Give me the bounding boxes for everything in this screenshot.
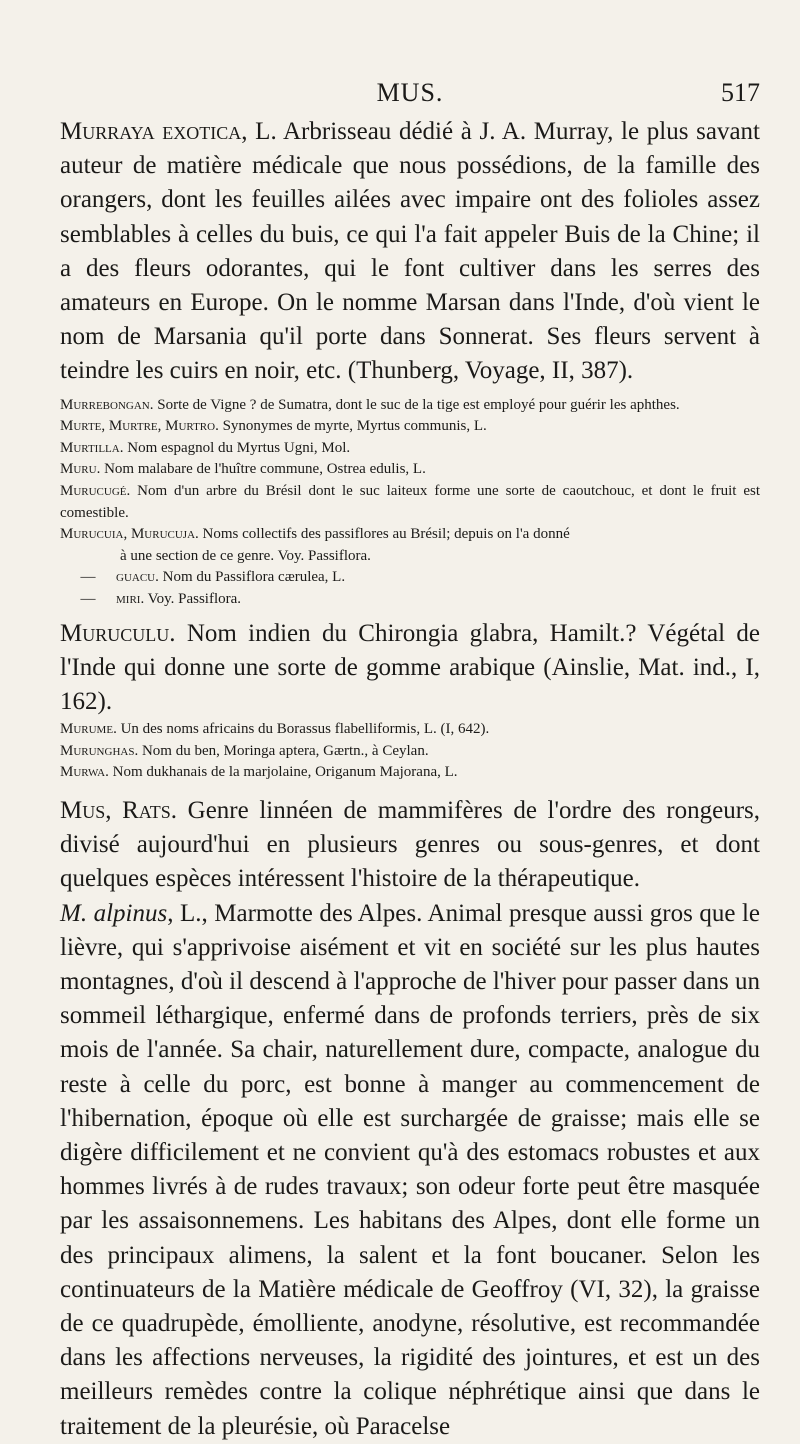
headword: Mus, Rats [60,796,171,824]
entry-text: . Nom du Passiflora cærulea, L. [155,569,346,586]
entry-murrebongan [60,395,760,417]
entry-mus-alpinus [60,897,760,1444]
headword: Murucugé [60,483,127,499]
headword: Murraya exotica [60,118,242,145]
headword: Murume [60,721,114,738]
entry-murte [60,416,760,438]
entry-text: à une section de ce genre. Voy. Passiflora. [120,547,371,564]
entry-murucuia [60,524,760,546]
entry-text: . Nom espagnol du Myrtus Ugni, Mol. [119,439,351,456]
entry-text: , L. Arbrisseau dédié à J. A. Murray, le plus savant auteur de matière médicale que nous possédions, de la famille des orangers, dont les feuilles ailées avec impaire ont des folioles assez semblables à celles du buis, ce qui l'a fait appeler Buis de la Chine; il a des fleurs odorantes, qui le font cultiver dans les serres des amateurs en Europe. On le nomme Marsan dans l'Inde, d'où vient le nom de Marsania qu'il porte dans Sonnerat. Ses fleurs servent à teindre les cuirs en noir, etc. (Thunberg, Voyage, II, 387). [60,118,760,385]
headword: Muru [60,461,97,478]
entry-text: . Nom malabare de l'huître commune, Ostrea edulis, L. [96,461,426,478]
entry-text: . Sorte de Vigne ? de Sumatra, dont le suc de la tige est employé pour guérir les aphthes. [149,396,680,413]
entry-text: . Noms collectifs des passiflores au Brésil; depuis on l'a donné [195,526,570,543]
entry-muru [60,459,760,481]
headword: Murtilla [60,439,120,456]
entry-text: . Synonymes de myrte, Myrtus communis, L. [215,418,487,435]
entry-text: . Voy. Passiflora. [140,590,242,607]
headword: miri [116,590,141,607]
page-header [60,78,760,118]
entry-text: , L., Marmotte des Alpes. Animal presque aussi gros que le lièvre, qui s'apprivoise aisément et vit en société sur les plus hautes montagnes, d'où il descend à l'approche de l'hiver pour passer dans un sommeil léthargique, enfermé dans de profonds terriers, près de six mois de l'année. Sa chair, naturellement dure, compacte, analogue du reste à celle du porc, est bonne à manger au commencement de l'hibernation, époque où elle est surchargée de graisse; mais elle se digère difficilement et ne convient qu'à des estomacs robustes et aux hommes livrés à de rudes travaux; son odeur forte peut être masquée par les assaisonnemens. Les habitans des Alpes, dont elle forme un des principaux alimens, la salent et la font boucaner. Selon les continuateurs de la Matière médicale de Geoffroy (VI, 32), la graisse de ce quadrupède, émolliente, anodyne, résolutive, est recommandée dans les affections nerveuses, la rigidité des jointures, et est un des meilleurs remèdes contre la colique néphrétique ainsi que dans le traitement de la pleurésie, où Paracelse [60,899,760,1440]
ditto-dash: — [80,590,96,607]
entry-muruculu [60,617,760,720]
headword: Muruculu [60,619,170,647]
entry-text: . Nom du ben, Moringa aptera, Gærtn., à Ceylan. [134,742,429,759]
entry-mus [60,794,760,897]
headword: guacu [116,569,156,586]
headword: M. alpinus [60,899,168,927]
entry-miri [60,589,760,611]
entry-murwa [60,762,760,784]
page-body [60,115,760,1444]
headword: Murrebongan [60,396,150,413]
headword: Murte, Murtre, Murtro [60,418,216,435]
headword: Murunghas [60,742,135,759]
entry-text: . Genre linnéen de mammifères de l'ordre des rongeurs, divisé aujourd'hui en plusieurs genres ou sous-genres, et dont quelques espèces intéressent l'histoire de la thérapeutique. [60,796,760,893]
entry-murunghas [60,741,760,763]
entry-murraya [60,115,760,389]
entry-guacu [60,567,760,589]
entry-murtilla [60,438,760,460]
headword: Murucuia, Murucuja [60,526,196,543]
page-number: 517 [721,78,760,107]
entry-murucuge [60,481,760,524]
entry-text: . Un des noms africains du Borassus flabelliformis, L. (I, 642). [113,721,490,738]
entry-text: . Nom indien du Chirongia glabra, Hamilt.? Végétal de l'Inde qui donne une sorte de gomme arabique (Ainslie, Mat. ind., I, 162). [60,619,760,715]
ditto-dash: — [80,569,96,586]
entry-text: . Nom d'un arbre du Brésil dont le suc laiteux forme une sorte de caoutchouc, et dont le fruit est comestible. [60,483,760,521]
entry-text: . Nom dukhanais de la marjolaine, Origanum Majorana, L. [105,764,458,781]
running-head: MUS. [376,78,444,107]
entry-murume [60,719,760,741]
entry-murucuia-continuation [60,546,760,568]
headword: Murwa [60,764,106,781]
